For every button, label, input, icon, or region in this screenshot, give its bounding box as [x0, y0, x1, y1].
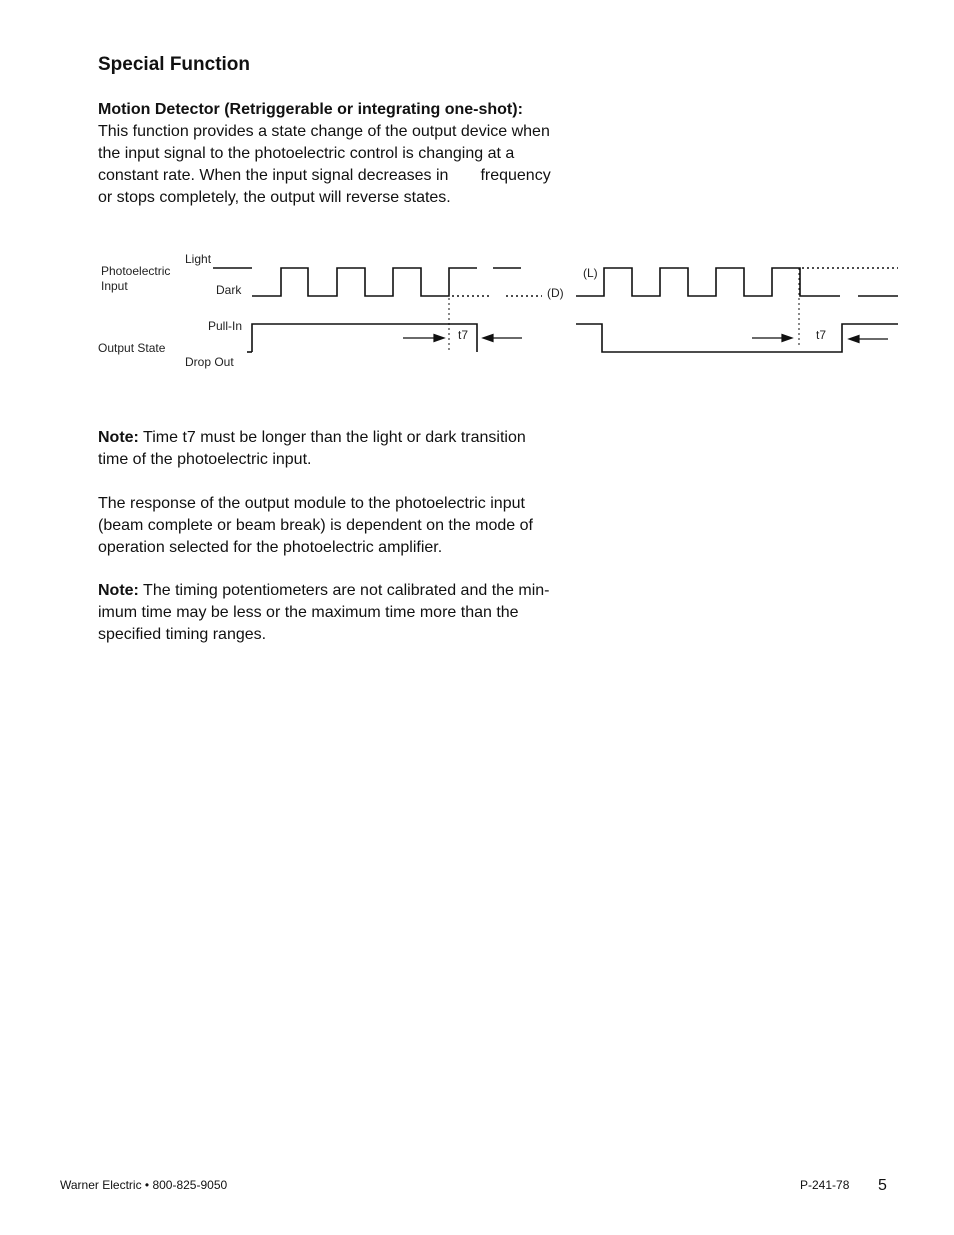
arrow-left-icon — [483, 335, 493, 342]
arrow-right-icon — [434, 335, 444, 342]
photoelectric-input-waveform-right — [576, 268, 840, 296]
response-paragraph — [98, 493, 588, 559]
intro-line-2: the input signal to the photoelectric control is changing at a — [98, 145, 515, 162]
page-number: 5 — [878, 1177, 887, 1194]
intro-line-3a: constant rate. When the input signal decreases in — [98, 167, 449, 184]
label-t7-left: t7 — [458, 328, 469, 342]
footer-company: Warner Electric • 800-825-9050 — [60, 1178, 228, 1192]
arrow-right-icon — [782, 335, 792, 342]
response-line-2: (beam complete or beam break) is dependent on the mode of — [98, 517, 533, 534]
note-2-label: Note: — [98, 582, 139, 599]
note-1-label: Note: — [98, 429, 139, 446]
response-line-3: operation selected for the photoelectric amplifier. — [98, 539, 443, 556]
intro-line-1: This function provides a state change of the output device when — [98, 123, 550, 140]
note-2 — [98, 580, 588, 646]
response-line-1: The response of the output module to the photoelectric input — [98, 495, 525, 512]
intro-line-3 — [98, 165, 588, 187]
timing-diagram — [0, 240, 954, 380]
intro-paragraph — [98, 99, 588, 209]
arrow-left-icon — [849, 336, 859, 343]
label-input: Input — [101, 279, 128, 293]
intro-line-4: or stops completely, the output will reverse states. — [98, 189, 451, 206]
label-dark: Dark — [216, 283, 242, 297]
footer-doc-number: P-241-78 — [800, 1178, 850, 1192]
note-1-text-1: Time t7 must be longer than the light or dark transition — [138, 429, 526, 446]
intro-line-3b: frequency — [480, 167, 551, 184]
motion-detector-heading: Motion Detector (Retriggerable or integrating one-shot): — [98, 101, 523, 118]
label-l: (L) — [583, 266, 598, 280]
note-2-text-1: The timing potentiometers are not calibrated and the min- — [138, 582, 550, 599]
note-2-line-3: specified timing ranges. — [98, 626, 267, 643]
note-2-line-1 — [98, 580, 588, 602]
label-output-state: Output State — [98, 341, 166, 355]
note-2-line-2: imum time may be less or the maximum time more than the — [98, 604, 519, 621]
section-title: Special Function — [98, 54, 251, 75]
output-state-waveform-right — [576, 324, 898, 352]
note-1-line-1 — [98, 427, 588, 449]
note-1 — [98, 427, 588, 471]
note-1-line-2: time of the photoelectric input. — [98, 451, 312, 468]
label-light: Light — [185, 252, 212, 266]
label-drop-out: Drop Out — [185, 355, 234, 369]
label-t7-right: t7 — [816, 328, 827, 342]
label-pull-in: Pull-In — [208, 319, 243, 333]
photoelectric-input-waveform-left — [252, 268, 477, 296]
label-d: (D) — [547, 286, 564, 300]
label-photoelectric: Photoelectric — [101, 264, 171, 278]
